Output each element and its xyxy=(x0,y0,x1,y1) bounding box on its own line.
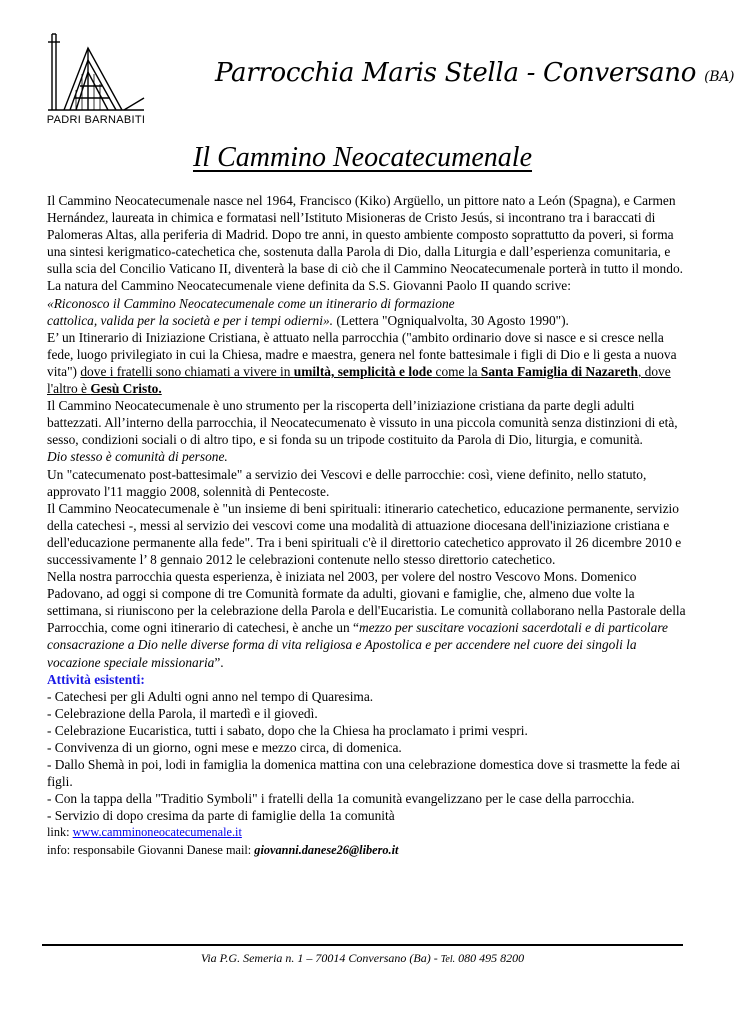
itinerary-bold-1: umiltà, semplicità e lode xyxy=(293,363,433,379)
quote-line-2: cattolica, valida per la società e per i tempi odierni». xyxy=(47,312,333,328)
itinerary-underlined-3: , dove l'altro è xyxy=(47,363,671,397)
parish-italic: mezzo per suscitare vocazioni sacerdotali e di particolare consacrazione a Dio nelle diverse forma di vita religiosa e Apostolica e per accendere nel cuore dei singoli la vocazione speciale missionaria xyxy=(47,620,668,670)
itinerary-bold-2: Santa Famiglia di Nazareth xyxy=(480,363,638,379)
activity-item: - Convivenza di un giorno, ogni mese e mezzo circa, di domenica. xyxy=(47,740,402,755)
parish-text: Nella nostra parrocchia questa esperienza, è iniziata nel 2003, per volere del nostro Vescovo Mons. Domenico Padovano, ad oggi si compone di tre Comunità formate da adulti, giovani e famiglie, che, almeno due volte la settimana, si riuniscono per la celebrazione della Parola e dell'Eucaristia. Le comunità collaborano nella Pastorale della Parrocchia, come ogni itinerario di catechesi, è anche un “ xyxy=(47,569,686,636)
activity-item: - Celebrazione Eucaristica, tutti i sabato, dopo che la Chiesa ha proclamato i primi vespri. xyxy=(47,722,528,738)
mail-address[interactable]: giovanni.danese26@libero.it xyxy=(254,842,399,857)
footer-tel-label: Tel. xyxy=(440,954,456,965)
paragraph-history: Il Cammino Neocatecumenale nasce nel 1964, Francisco (Kiko) Argüello, un pittore nato a León (Spagna), e Carmen Hernández, laureata in chimica e formatasi nell’Istituto Misioneras de Cristo Jesús, si incontrano tra i baraccati di Palomeras Altas, alla periferia di Madrid. Dopo tre anni, in questo ambiente composto soprattutto da poveri, si forma una sintesi kerigmatico-catechetica che, sostenuta dalla Parola di Dio, dalla Liturgia e dall’esperienza comunitaria, e sulla scia del Concilio Vaticano II, diventerà la base di ciò che il Cammino Neocatecumenale porterà in tutto il mondo. xyxy=(47,193,683,277)
paragraph-itinerary xyxy=(47,329,687,397)
paragraph-nature: La natura del Cammino Neocatecumenale viene definita da S.S. Giovanni Paolo II quando scrive: xyxy=(47,278,571,294)
paragraph-community xyxy=(47,448,687,465)
footer-address xyxy=(0,951,725,966)
document-body xyxy=(47,192,687,859)
paragraph-statute: Un "catecumenato post-battesimale" a servizio dei Vescovi e delle parrocchie: così, viene definito, nello statuto, approvato l'11 maggio 2008, solennità di Pentecoste. xyxy=(47,466,647,499)
website-link[interactable]: www.camminoneocatecumenale.it xyxy=(72,825,242,840)
parish-end: ”. xyxy=(214,654,224,670)
page-title: Il Cammino Neocatecumenale xyxy=(192,142,533,173)
paragraph-quote xyxy=(47,295,687,329)
church-logo xyxy=(44,28,148,128)
footer-divider xyxy=(42,944,683,946)
activity-item: - Con la tappa della "Traditio Symboli" i fratelli della 1a comunità evangelizzano per le case della parrocchia. xyxy=(47,791,635,807)
activity-item: - Celebrazione della Parola, il martedì e il giovedì. xyxy=(47,705,318,721)
link-line xyxy=(47,824,687,841)
parish-province: (BA) xyxy=(704,69,734,85)
parish-name-text: Parrocchia Maris Stella - Conversano xyxy=(215,58,697,88)
paragraph-parish xyxy=(47,568,687,671)
itinerary-text: E’ un Itinerario di Iniziazione Cristiana, è attuato nella parrocchia ("ambito ordinario dove si nasce e si cresce nella fede, luogo privilegiato in cui la Chiesa, madre e maestra, genera nel fonte battesimale i figli di Dio e li gesta a nuova vita") xyxy=(47,329,677,379)
logo-caption: PADRI BARNABITI xyxy=(46,114,146,126)
paragraph-goods: Il Cammino Neocatecumenale è "un insieme di beni spirituali: itinerario catechetico, educazione permanente, servizio della catechesi -, messi al servizio dei vescovi come una modalità di attuazione diocesana dell'iniziazione cristiana e dell'educazione permanente alla fede". Tra i beni spirituali c'è il direttorio catechetico approvato il 26 dicembre 2010 e successivamente l’ 8 gennaio 2012 le celebrazioni contenute nello stesso direttorio catechetico. xyxy=(47,500,682,567)
activity-item: - Catechesi per gli Adulti ogni anno nel tempo di Quaresima. xyxy=(47,688,374,704)
itinerary-bold-3: Gesù Cristo. xyxy=(90,381,162,397)
footer-address-text: Via P.G. Semeria n. 1 – 70014 Conversano (Ba) - xyxy=(200,951,441,965)
itinerary-underlined-2: come la xyxy=(432,363,481,379)
paragraph-instrument: Il Cammino Neocatecumenale è uno strumento per la riscoperta dell’iniziazione cristiana da parte degli adulti battezzati. All’interno della parrocchia, il Neocatecumenato è vissuto in una piccola comunità senza distinzioni di età, sesso, condizioni sociali o di altro tipo, e si fonda su un tripode costituito da Parola di Dio, liturgia, e comunità. xyxy=(47,398,678,448)
activity-item: - Servizio di dopo cresima da parte di famiglie della 1a comunità xyxy=(47,808,395,824)
link-label: link: xyxy=(47,825,73,840)
parish-name xyxy=(215,58,734,88)
community-italic: Dio stesso è comunità di persone. xyxy=(47,449,228,465)
info-line xyxy=(47,842,687,859)
quote-line-1: «Riconosco il Cammino Neocatecumenale come un itinerario di formazione xyxy=(47,295,455,311)
quote-reference: (Lettera "Ogniqualvolta, 30 Agosto 1990"). xyxy=(332,312,569,328)
activities-heading: Attività esistenti: xyxy=(47,671,145,687)
activity-item: - Dallo Shemà in poi, lodi in famiglia la domenica mattina con una celebrazione domestica dove si trasmette la fede ai figli. xyxy=(47,757,681,790)
itinerary-underlined-1: dove i fratelli sono chiamati a vivere in xyxy=(80,363,294,379)
footer-tel-number: 080 495 8200 xyxy=(455,951,525,965)
info-label: info: responsabile Giovanni Danese mail: xyxy=(47,842,255,857)
